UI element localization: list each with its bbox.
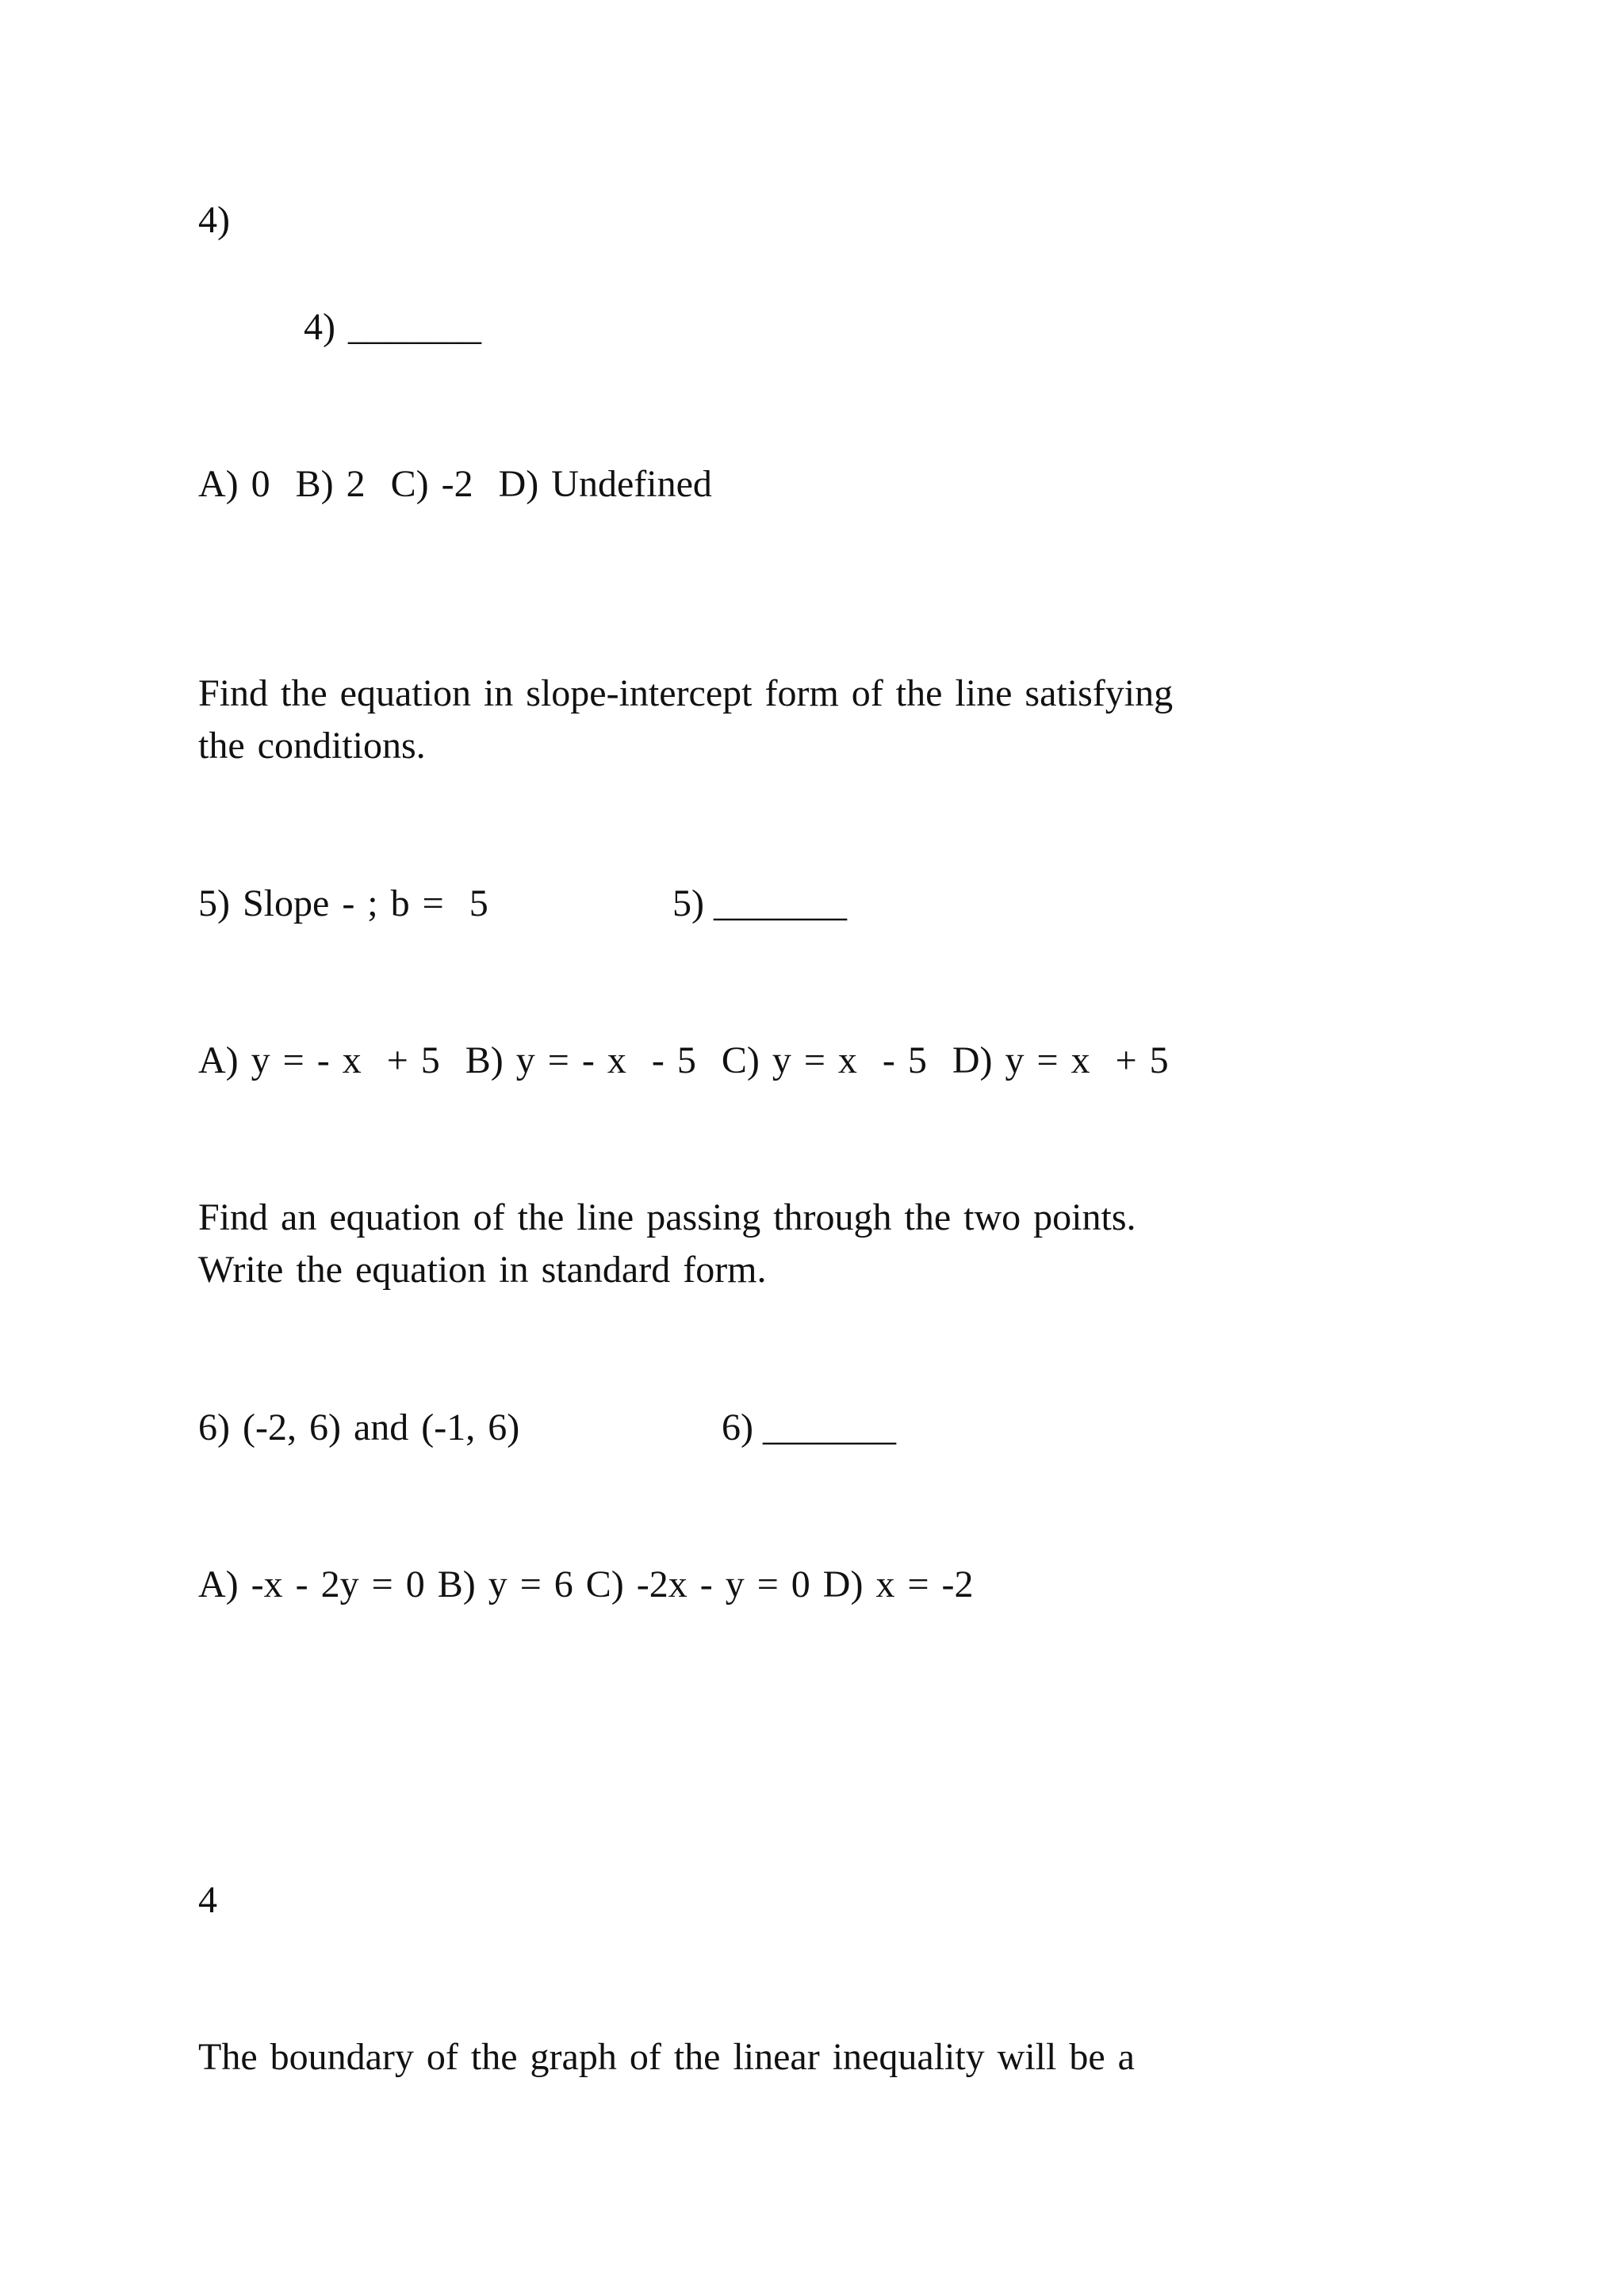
section-2-instruction-line-1: Find an equation of the line passing through the two points. [198,1196,1136,1238]
question-4-answer-blank: 4) _______ [304,306,481,348]
question-6-prompt: 6) (-2, 6) and (-1, 6) [198,1406,520,1448]
section-3-instruction-line-1: The boundary of the graph of the linear inequality will be a [198,2036,1135,2078]
question-4-choices: A) 0 B) 2 C) -2 D) Undefined [198,463,712,505]
question-6-choices: A) -x - 2y = 0 B) y = 6 C) -2x - y = 0 D) x = -2 [198,1563,974,1605]
question-4-number: 4) [198,199,230,241]
question-6-answer-blank: 6) _______ [722,1406,896,1448]
section-1-instruction-line-1: Find the equation in slope-intercept form of the line satisfying [198,672,1174,714]
section-1-instruction-line-2: the conditions. [198,725,426,767]
question-5-prompt: 5) Slope - ; b = 5 [198,882,488,924]
question-5-choices: A) y = - x + 5 B) y = - x - 5 C) y = x - 5 D) y = x + 5 [198,1039,1169,1081]
question-5-answer-blank: 5) _______ [672,882,847,924]
page-number: 4 [198,1879,217,1921]
section-2-instruction-line-2: Write the equation in standard form. [198,1249,767,1291]
